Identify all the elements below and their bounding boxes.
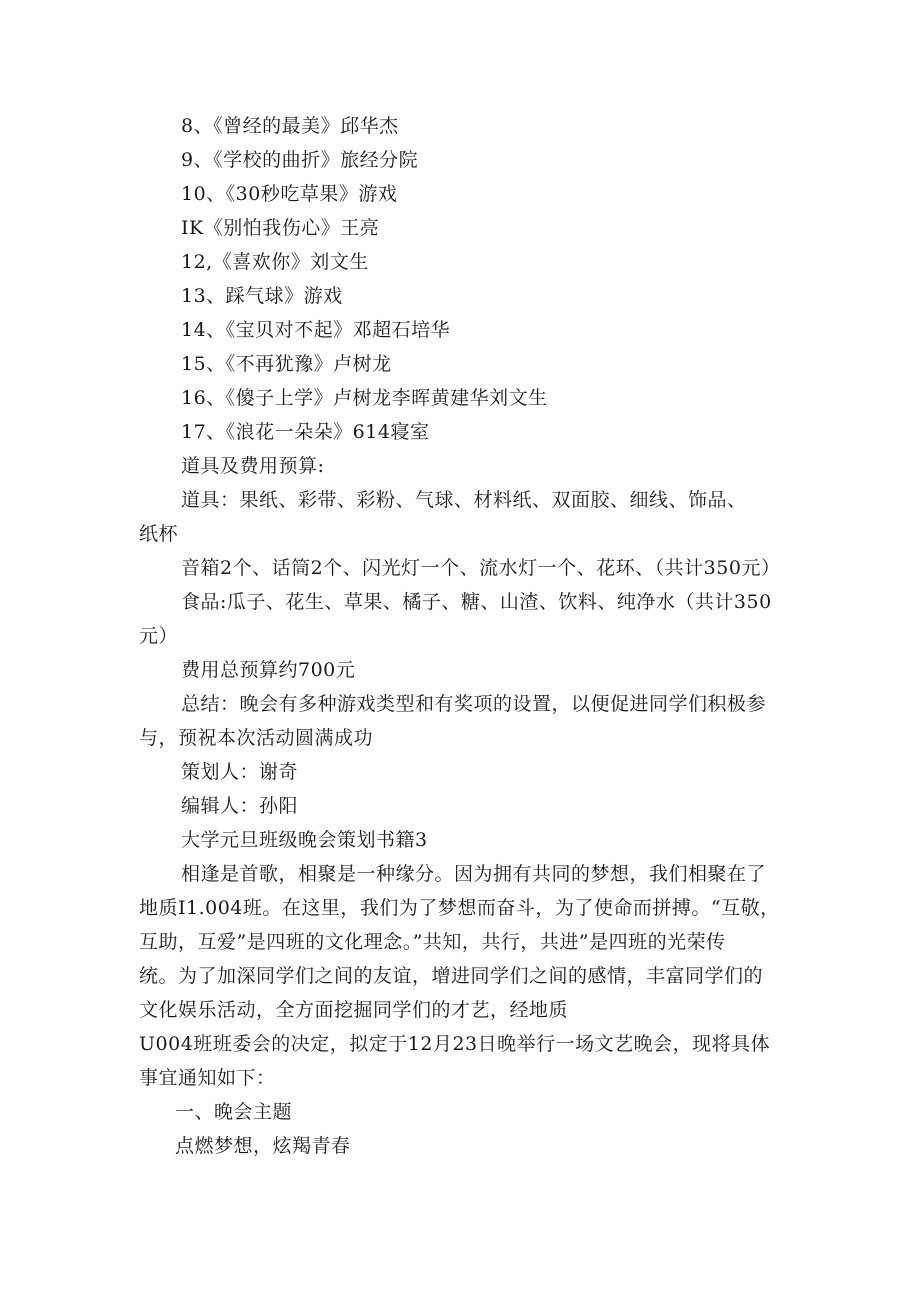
intro-line: U004班班委会的决定，拟定于12月23日晚举行一场文艺晚会，现将具体 — [139, 1033, 771, 1055]
program-item-9: 9、《学校的曲折》旅经分院 — [181, 149, 419, 171]
props-line-continued: 纸杯 — [139, 523, 179, 545]
props-line: 道具：果纸、彩带、彩粉、气球、材料纸、双面胶、细线、饰品、 — [181, 489, 747, 511]
program-item-17: 17、《浪花一朵朵》614寝室 — [181, 421, 430, 443]
total-budget: 费用总预算约700元 — [181, 659, 356, 681]
program-item-8: 8、《曾经的最美》邱华杰 — [181, 115, 399, 137]
food-line-continued: 元） — [139, 625, 179, 647]
theme-heading: 一、晚会主题 — [175, 1101, 293, 1123]
program-item-12: 12,《喜欢你》刘文生 — [181, 251, 369, 273]
intro-line: 地质I1.004班。在这里，我们为了梦想而奋斗，为了使命而拼搏。“互敬， — [139, 897, 780, 919]
intro-line: 文化娱乐活动，全方面挖掘同学们的才艺，经地质 — [139, 999, 569, 1021]
budget-heading: 道具及费用预算: — [181, 455, 325, 477]
intro-line: 统。为了加深同学们之间的友谊，增进同学们之间的感情，丰富同学们的 — [139, 965, 764, 987]
program-item-11: IK《别怕我伤心》王亮 — [181, 217, 380, 239]
planner: 策划人：谢奇 — [181, 761, 299, 783]
editor: 编辑人：孙阳 — [181, 795, 299, 817]
program-item-10: 10、《30秒吃草果》游戏 — [181, 183, 398, 205]
audio-line: 音箱2个、话筒2个、闪光灯一个、流水灯一个、花环、（共计350元） — [181, 557, 781, 579]
program-item-14: 14、《宝贝对不起》邓超石培华 — [181, 319, 451, 341]
intro-line: 相逢是首歌，相聚是一种缘分。因为拥有共同的梦想，我们相聚在了 — [181, 863, 767, 885]
section-title: 大学元旦班级晚会策划书籍3 — [181, 829, 428, 851]
summary-line: 总结：晚会有多种游戏类型和有奖项的设置，以便促进同学们积极参 — [181, 693, 767, 715]
program-item-13: 13、踩气球》游戏 — [181, 285, 343, 307]
theme-text: 点燃梦想，炫羯青春 — [175, 1135, 351, 1157]
program-item-16: 16、《傻子上学》卢树龙李晖黄建华刘文生 — [181, 387, 548, 409]
food-line: 食品:瓜子、花生、草果、橘子、糖、山渣、饮料、纯净水（共计350 — [181, 591, 772, 613]
intro-line: 互助，互爱”是四班的文化理念。”共知，共行，共进”是四班的光荣传 — [139, 931, 726, 953]
intro-line: 事宜通知如下： — [139, 1067, 276, 1089]
summary-line-continued: 与，预祝本次活动圆满成功 — [139, 727, 374, 749]
program-item-15: 15、《不再犹豫》卢树龙 — [181, 353, 392, 375]
